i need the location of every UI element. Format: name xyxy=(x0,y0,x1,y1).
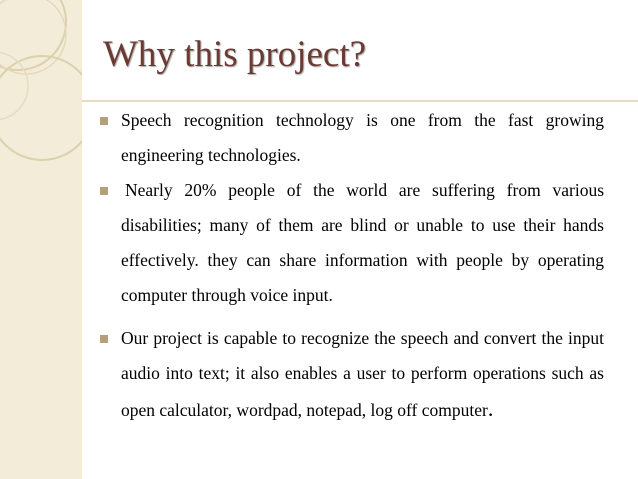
list-item: Speech recognition technology is one from the fast growing engineering technologies. xyxy=(121,110,604,165)
decorative-circles xyxy=(0,0,82,479)
list-item: Our project is capable to recognize the speech and convert the input audio into text; it also enables a user to perform operations such as open calculator, wordpad, notepad, log off computer. xyxy=(121,328,604,421)
square-bullet-icon xyxy=(100,335,108,343)
list-item: Nearly 20% people of the world are suffering from various disabilities; many of them are blind or unable to use their hands effectively. they can share information with people by operating computer through voice input. xyxy=(121,180,604,305)
square-bullet-icon xyxy=(100,187,108,195)
slide-title: Why this project? xyxy=(103,34,367,75)
title-divider xyxy=(82,100,638,102)
square-bullet-icon xyxy=(100,117,108,125)
